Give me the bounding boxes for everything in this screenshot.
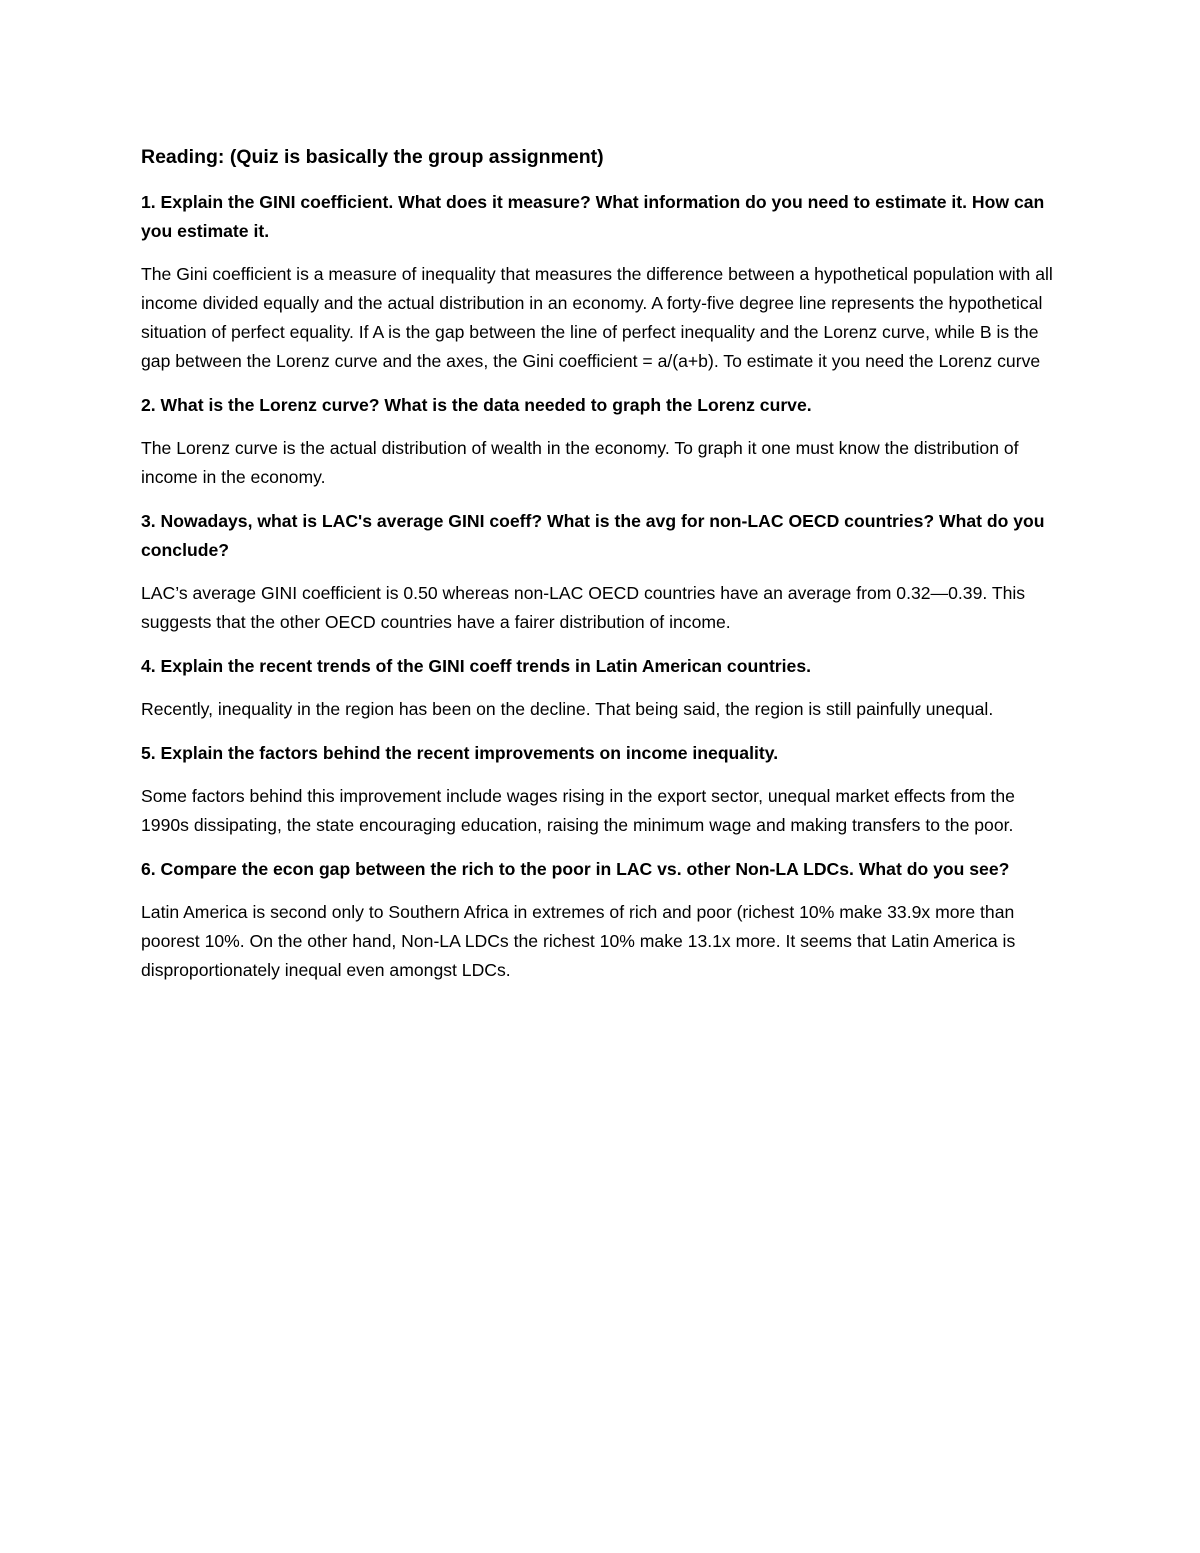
- answer-6: Latin America is second only to Southern Africa in extremes of rich and poor (richest 10% make 33.9x more than poorest 10%. On the other hand, Non-LA LDCs the richest 10% make 13.1x more. It seems that Latin America is disproportionately inequal even amongst LDCs.: [141, 902, 1016, 980]
- document-title: Reading: (Quiz is basically the group assignment): [141, 146, 604, 168]
- answer-2: The Lorenz curve is the actual distribution of wealth in the economy. To graph it one must know the distribution of income in the economy.: [141, 438, 1019, 487]
- question-6: 6. Compare the econ gap between the rich to the poor in LAC vs. other Non-LA LDCs. What do you see?: [141, 859, 1010, 879]
- question-3: 3. Nowadays, what is LAC's average GINI coeff? What is the avg for non-LAC OECD countries? What do you conclude?: [141, 511, 1045, 560]
- answer-3: LAC’s average GINI coefficient is 0.50 whereas non-LAC OECD countries have an average from 0.32—0.39. This suggests that the other OECD countries have a fairer distribution of income.: [141, 583, 1026, 632]
- answer-4: Recently, inequality in the region has been on the decline. That being said, the region is still painfully unequal.: [141, 699, 994, 719]
- document-body: [141, 142, 1061, 1000]
- question-5: 5. Explain the factors behind the recent improvements on income inequality.: [141, 743, 779, 763]
- question-1: 1. Explain the GINI coefficient. What does it measure? What information do you need to estimate it. How can you estimate it.: [141, 192, 1045, 241]
- answer-1: The Gini coefficient is a measure of inequality that measures the difference between a hypothetical population with all income divided equally and the actual distribution in an economy. A forty-five degree line represents the hypothetical situation of perfect equality. If A is the gap between the line of perfect inequality and the Lorenz curve, while B is the gap between the Lorenz curve and the axes, the Gini coefficient = a/(a+b). To estimate it you need the Lorenz curve: [141, 264, 1053, 371]
- question-4: 4. Explain the recent trends of the GINI coeff trends in Latin American countries.: [141, 656, 811, 676]
- answer-5: Some factors behind this improvement include wages rising in the export sector, unequal market effects from the 1990s dissipating, the state encouraging education, raising the minimum wage and making transfers to the poor.: [141, 786, 1015, 835]
- question-2: 2. What is the Lorenz curve? What is the data needed to graph the Lorenz curve.: [141, 395, 812, 415]
